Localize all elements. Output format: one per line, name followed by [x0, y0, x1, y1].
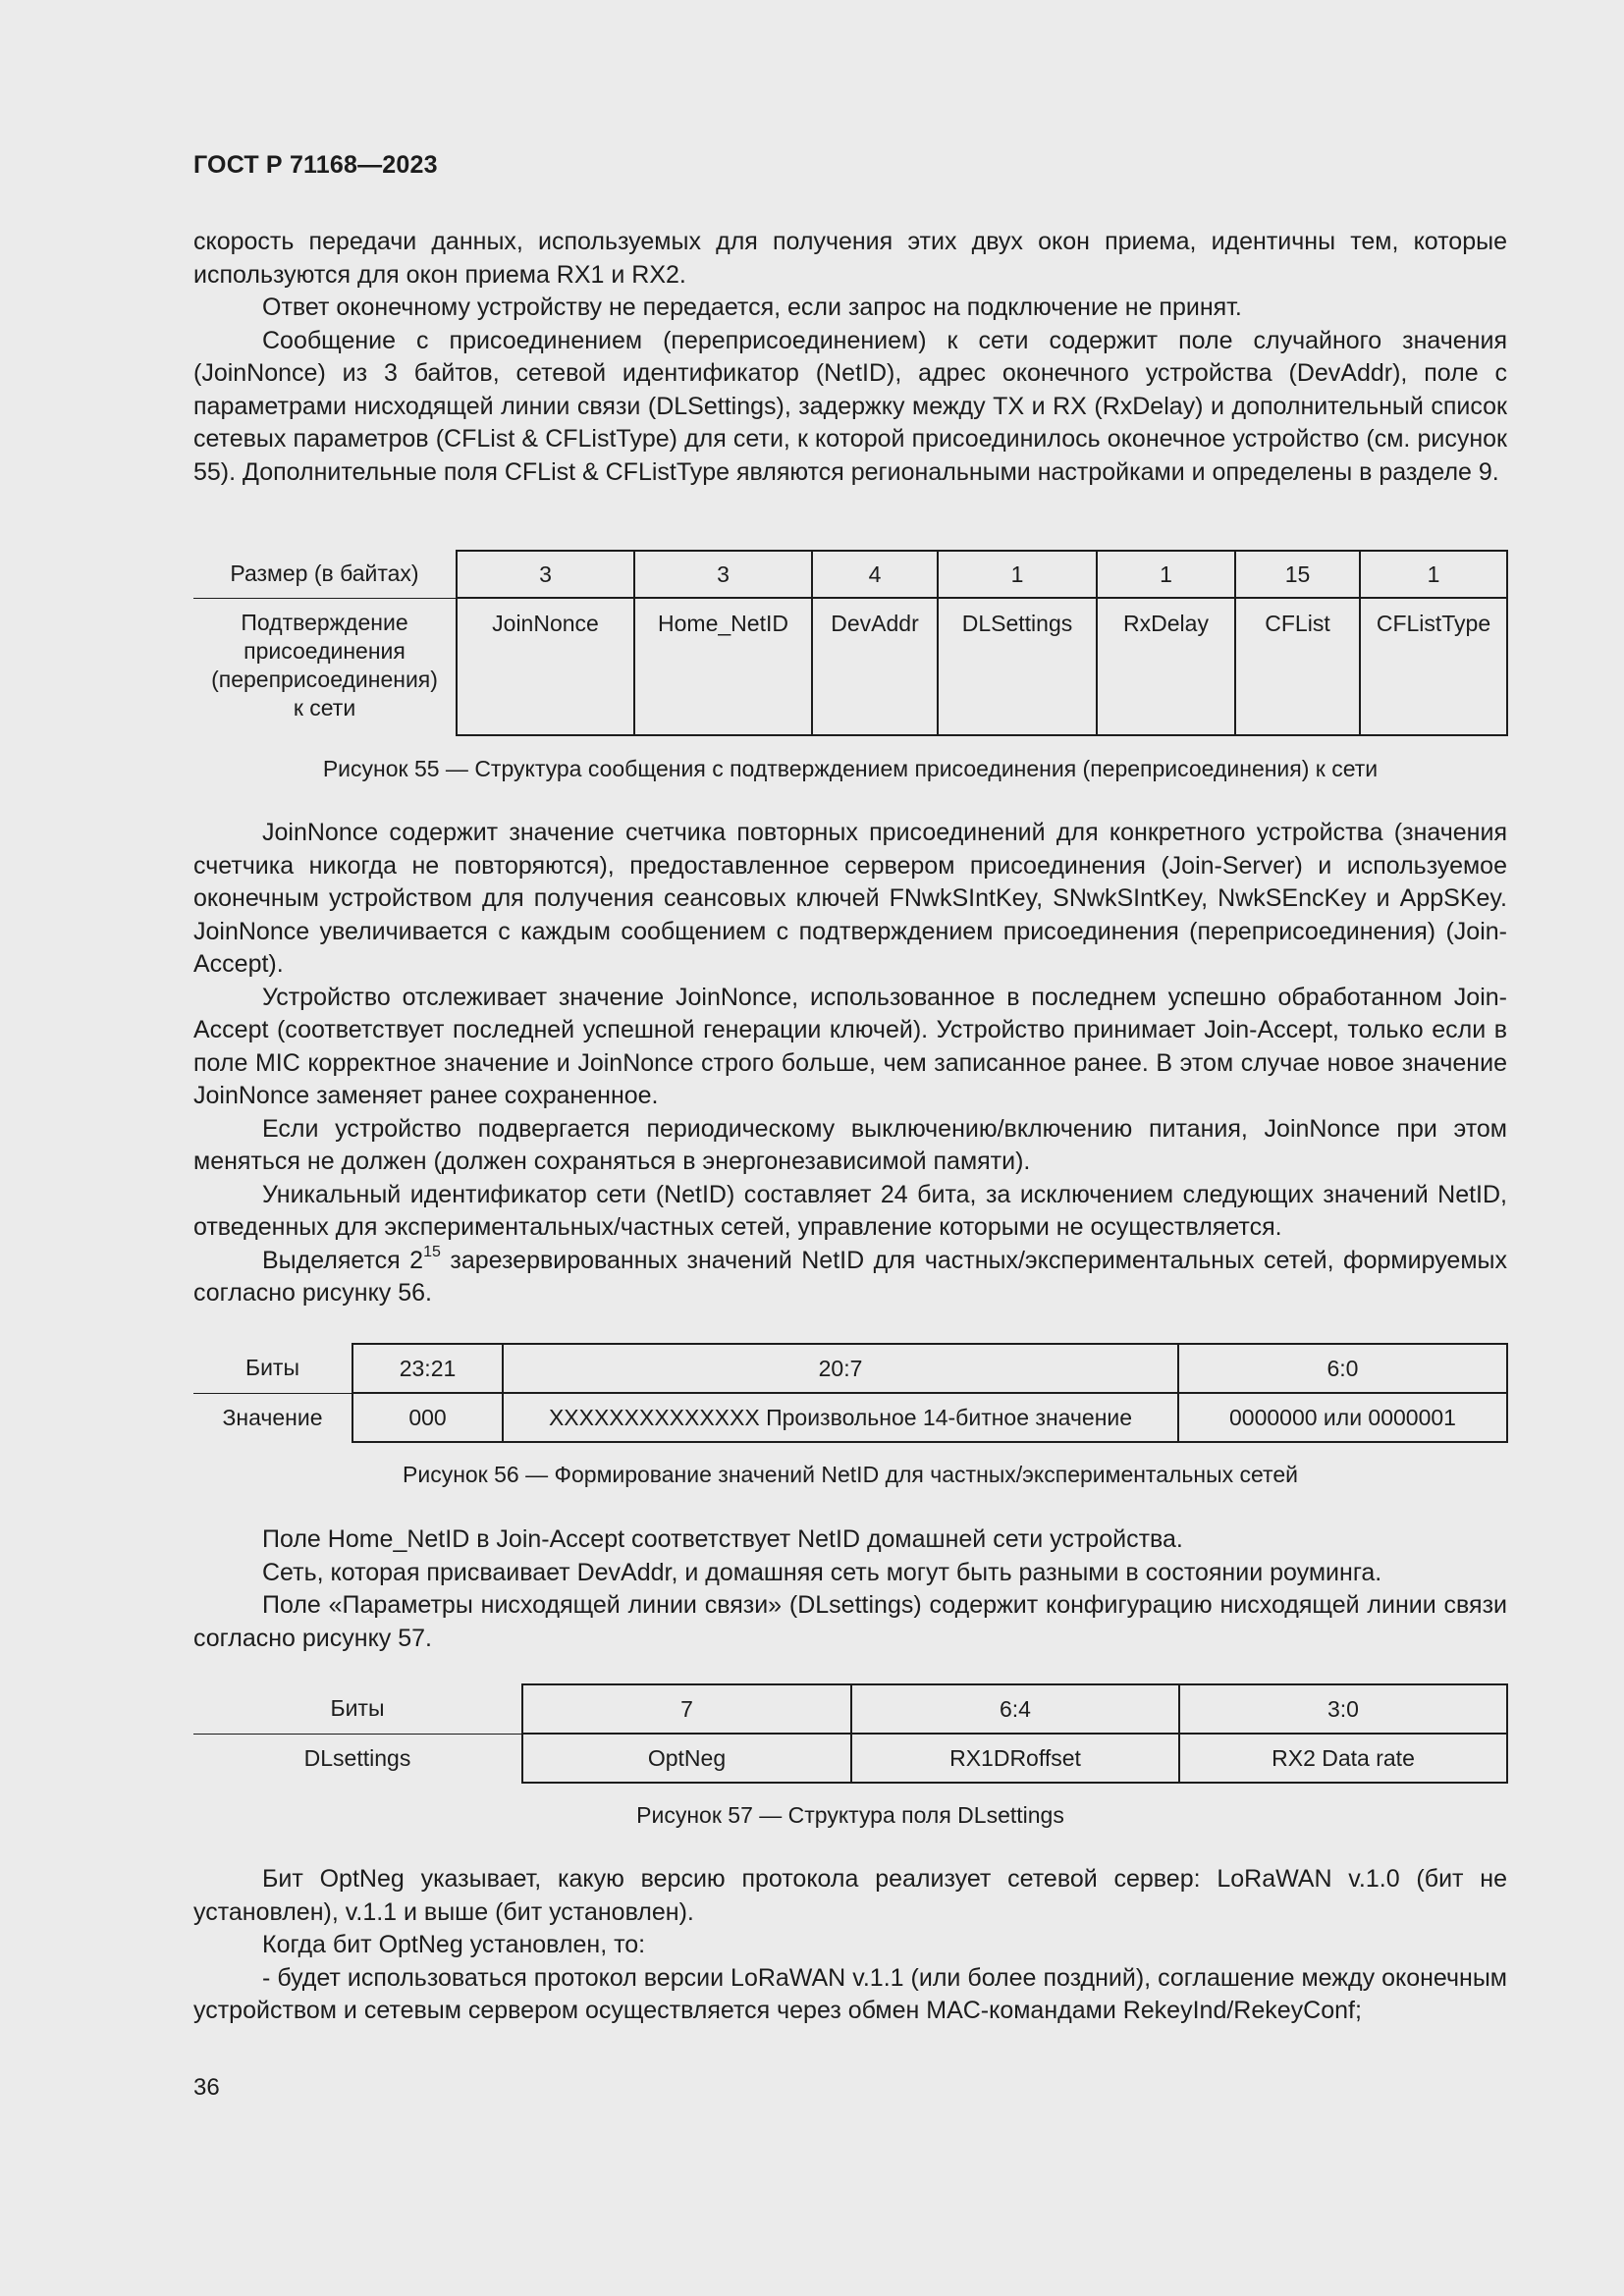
size-cell: 1: [1097, 551, 1235, 598]
field-cell: CFListType: [1360, 598, 1507, 735]
section-intro: [193, 226, 1507, 489]
paragraph: Поле Home_NetID в Join-Accept соответствует NetID домашней сети устройства.: [262, 1525, 1183, 1553]
bits-cell: 6:0: [1178, 1344, 1507, 1393]
size-cell: 4: [812, 551, 938, 598]
paragraph: Сеть, которая присваивает DevAddr, и домашняя сеть могут быть разными в состоянии роуминга.: [262, 1558, 1382, 1586]
section-optneg: [193, 1863, 1507, 2028]
field-cell: DevAddr: [812, 598, 938, 735]
size-cell: 3: [457, 551, 634, 598]
section-joinnonce: [193, 817, 1507, 1310]
field-cell: CFList: [1235, 598, 1360, 735]
size-cell: 1: [1360, 551, 1507, 598]
bits-cell: 6:4: [851, 1684, 1179, 1734]
document-header: ГОСТ Р 71168—2023: [193, 151, 438, 179]
paragraph: Когда бит OptNeg установлен, то:: [262, 1931, 646, 1958]
figure-56-table: [193, 1343, 1508, 1443]
field-cell: JoinNonce: [457, 598, 634, 735]
paragraph: - будет использоваться протокол версии LoRaWAN v.1.1 (или более поздний), соглашение между оконечным устройством и сетевым сервером осуществляется через обмен MAC-командами RekeyInd/RekeyConf;: [193, 1963, 1507, 2024]
figure-55-table: [193, 550, 1508, 736]
text-run: Выделяется 2: [262, 1246, 424, 1274]
value-cell: 000: [352, 1393, 503, 1442]
size-cell: 1: [938, 551, 1097, 598]
row-label-value: Значение: [222, 1404, 323, 1430]
paragraph: скорость передачи данных, используемых для получения этих двух окон приема, идентичны тем, которые используются для окон приема RX1 и RX2.: [193, 228, 1507, 289]
row-label-bits: Биты: [193, 1344, 352, 1393]
field-cell: DLSettings: [938, 598, 1097, 735]
bits-cell: 20:7: [503, 1344, 1178, 1393]
paragraph: [193, 1245, 1507, 1310]
value-cell: XXXXXXXXXXXXXX Произвольное 14-битное значение: [503, 1393, 1178, 1442]
paragraph: Если устройство подвергается периодическому выключению/включению питания, JoinNonce при этом меняться не должен (должен сохраняться в энергонезависимой памяти).: [193, 1114, 1507, 1175]
paragraph: JoinNonce содержит значение счетчика повторных присоединений для конкретного устройства (значения счетчика никогда не повторяются), предоставленное сервером присоединения (Join-Server) и используемое оконечным устройством для получения сеансовых ключей FNwkSIntKey, SNwkSIntKey, NwkSEncKey и AppSKey. JoinNonce увеличивается с каждым сообщением с подтверждением присоединения (переприсоединения) (Join-Accept).: [193, 819, 1507, 978]
field-cell: RX1DRoffset: [851, 1734, 1179, 1783]
paragraph: Ответ оконечному устройству не передается, если запрос на подключение не принят.: [262, 294, 1242, 321]
size-cell: 15: [1235, 551, 1360, 598]
text-run: зарезервированных значений NetID для частных/экспериментальных сетей, формируемых согласно рисунку 56.: [193, 1246, 1507, 1307]
section-home-netid: [193, 1523, 1507, 1655]
paragraph: Поле «Параметры нисходящей линии связи» (DLsettings) содержит конфигурацию нисходящей линии связи согласно рисунку 57.: [193, 1591, 1507, 1652]
paragraph: Бит OptNeg указывает, какую версию протокола реализует сетевой сервер: LoRaWAN v.1.0 (бит не установлен), v.1.1 и выше (бит установлен).: [193, 1865, 1507, 1926]
paragraph: Устройство отслеживает значение JoinNonce, использованное в последнем успешно обработанном Join-Accept (соответствует последней успешной генерации ключей). Устройство принимает Join-Accept, только если в поле MIC корректное значение и JoinNonce строго больше, чем записанное ранее. В этом случае новое значение JoinNonce заменяет ранее сохраненное.: [193, 983, 1507, 1109]
bits-cell: 7: [522, 1684, 851, 1734]
paragraph: Уникальный идентификатор сети (NetID) составляет 24 бита, за исключением следующих значений NetID, отведенных для экспериментальных/частных сетей, управление которыми не осуществляется.: [193, 1180, 1507, 1241]
page-number: 36: [193, 2074, 220, 2101]
value-cell: 0000000 или 0000001: [1178, 1393, 1507, 1442]
field-cell: RX2 Data rate: [1179, 1734, 1507, 1783]
row-label-message: Подтверждение присоединения (переприсоединения) к сети: [211, 609, 438, 721]
row-label-dlsettings: DLsettings: [303, 1744, 411, 1771]
figure-56-caption: Рисунок 56 — Формирование значений NetID для частных/экспериментальных сетей: [403, 1462, 1298, 1487]
row-label-bits: Биты: [193, 1684, 522, 1734]
size-cell: 3: [634, 551, 812, 598]
figure-55-caption: Рисунок 55 — Структура сообщения с подтверждением присоединения (переприсоединения) к сети: [322, 756, 1379, 781]
bits-cell: 3:0: [1179, 1684, 1507, 1734]
bits-cell: 23:21: [352, 1344, 503, 1393]
field-cell: Home_NetID: [634, 598, 812, 735]
field-cell: OptNeg: [522, 1734, 851, 1783]
figure-57-caption: Рисунок 57 — Структура поля DLsettings: [636, 1802, 1064, 1828]
field-cell: RxDelay: [1097, 598, 1235, 735]
row-label-size: Размер (в байтах): [193, 551, 457, 598]
superscript: 15: [423, 1244, 441, 1261]
paragraph: Сообщение с присоединением (переприсоединением) к сети содержит поле случайного значения (JoinNonce) из 3 байтов, сетевой идентификатор (NetID), адрес оконечного устройства (DevAddr), поле с параметрами нисходящей линии связи (DLSettings), задержку между TX и RX (RxDelay) и дополнительный список сетевых параметров (CFList & CFListType) для сети, к которой присоединилось оконечное устройство (см. рисунок 55). Дополнительные поля CFList & CFListType являются региональными настройками и определены в разделе 9.: [193, 326, 1507, 486]
figure-57-table: [193, 1683, 1508, 1784]
